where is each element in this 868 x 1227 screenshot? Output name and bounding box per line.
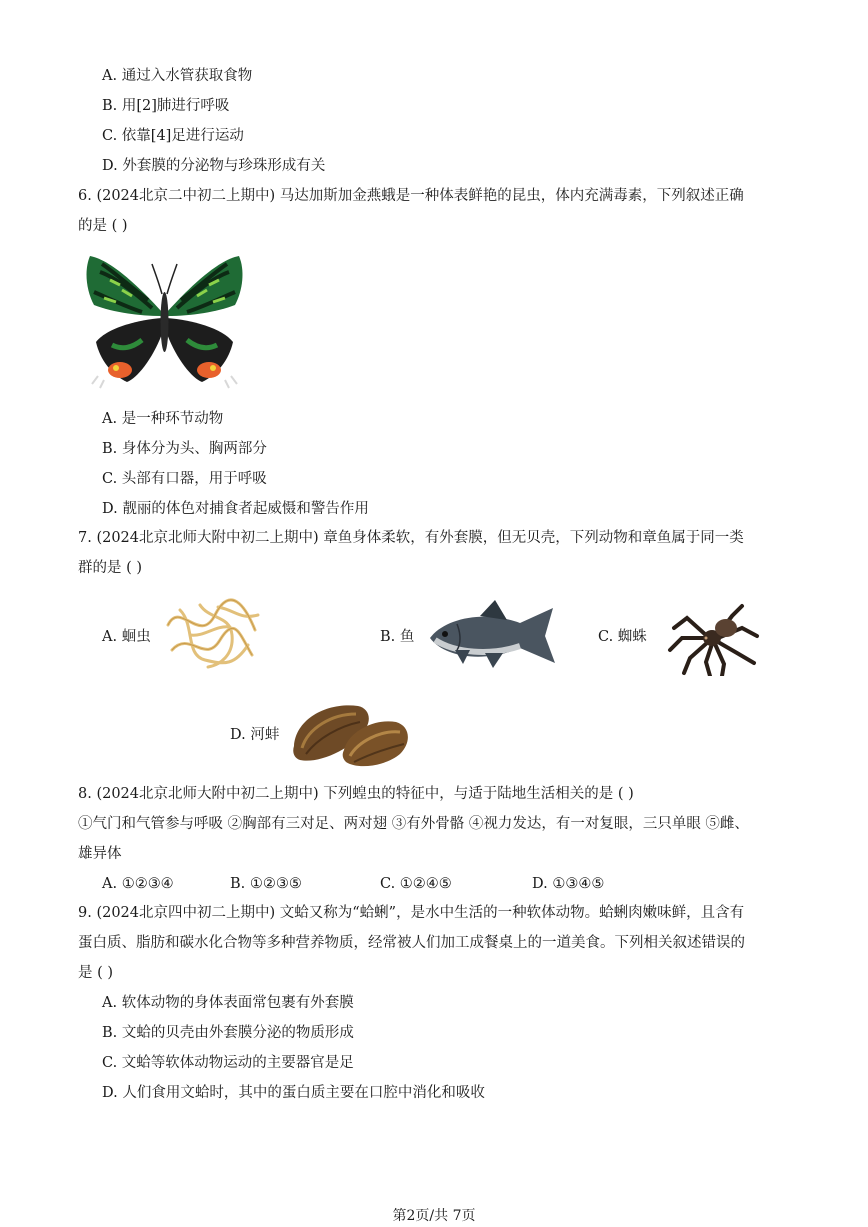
butterfly-image [82, 250, 247, 392]
q7-option-d: D. 河蚌 [230, 727, 280, 743]
q5-option-d: D. 外套膜的分泌物与珍珠形成有关 [102, 158, 326, 174]
q7-option-c: C. 蜘蛛 [598, 629, 647, 645]
q9-stem-line3: 是 ( ) [78, 965, 114, 981]
spider-image [662, 598, 762, 676]
q8-option-b: B. ①②③⑤ [230, 876, 302, 892]
q8-stem-line3: 雄异体 [78, 846, 122, 862]
q7-stem-line2: 群的是 ( ) [78, 560, 143, 576]
q9-stem-line1: 9. (2024北京四中初二上期中) 文蛤又称为“蛤蜊”，是水中生活的一种软体动物。蛤蜊肉嫩味鲜，且含有 [78, 905, 745, 921]
q6-option-b: B. 身体分为头、胸两部分 [102, 441, 267, 457]
q9-option-d: D. 人们食用文蛤时，其中的蛋白质主要在口腔中消化和吸收 [102, 1085, 485, 1101]
q5-option-b: B. 用[2]肺进行呼吸 [102, 98, 230, 114]
q8-stem-line2: ①气门和气管参与呼吸 ②胸部有三对足、两对翅 ③有外骨骼 ④视力发达，有一对复眼，三只单眼 ⑤雌、 [78, 816, 749, 832]
q6-stem-line1: 6. (2024北京二中初二上期中) 马达加斯加金燕蛾是一种体表鲜艳的昆虫，体内充满毒素，下列叙述正确 [78, 188, 744, 204]
fish-image [425, 598, 560, 673]
q7-stem-line1: 7. (2024北京北师大附中初二上期中) 章鱼身体柔软，有外套膜，但无贝壳，下列动物和章鱼属于同一类 [78, 530, 744, 546]
q5-option-c: C. 依靠[4]足进行运动 [102, 128, 244, 144]
q6-option-d: D. 靓丽的体色对捕食者起威慑和警告作用 [102, 501, 369, 517]
page-footer: 第2页/共 7页 [392, 1208, 476, 1224]
q9-option-c: C. 文蛤等软体动物运动的主要器官是足 [102, 1055, 354, 1071]
roundworm-image [160, 595, 265, 675]
mussel-image [288, 698, 413, 770]
q9-option-b: B. 文蛤的贝壳由外套膜分泌的物质形成 [102, 1025, 354, 1041]
q8-stem-line1: 8. (2024北京北师大附中初二上期中) 下列蝗虫的特征中，与适于陆地生活相关的是 ( ) [78, 786, 634, 802]
q7-option-a: A. 蛔虫 [102, 629, 151, 645]
q9-option-a: A. 软体动物的身体表面常包裹有外套膜 [102, 995, 354, 1011]
q6-option-c: C. 头部有口器，用于呼吸 [102, 471, 267, 487]
q8-option-d: D. ①③④⑤ [532, 876, 605, 892]
q7-option-b: B. 鱼 [380, 629, 415, 645]
q8-option-c: C. ①②④⑤ [380, 876, 452, 892]
q9-stem-line2: 蛋白质、脂肪和碳水化合物等多种营养物质，经常被人们加工成餐桌上的一道美食。下列相关叙述错误的 [78, 935, 745, 951]
q5-option-a: A. 通过入水管获取食物 [102, 68, 253, 84]
q6-option-a: A. 是一种环节动物 [102, 411, 224, 427]
q6-stem-line2: 的是 ( ) [78, 218, 128, 234]
q8-option-a: A. ①②③④ [102, 876, 174, 892]
